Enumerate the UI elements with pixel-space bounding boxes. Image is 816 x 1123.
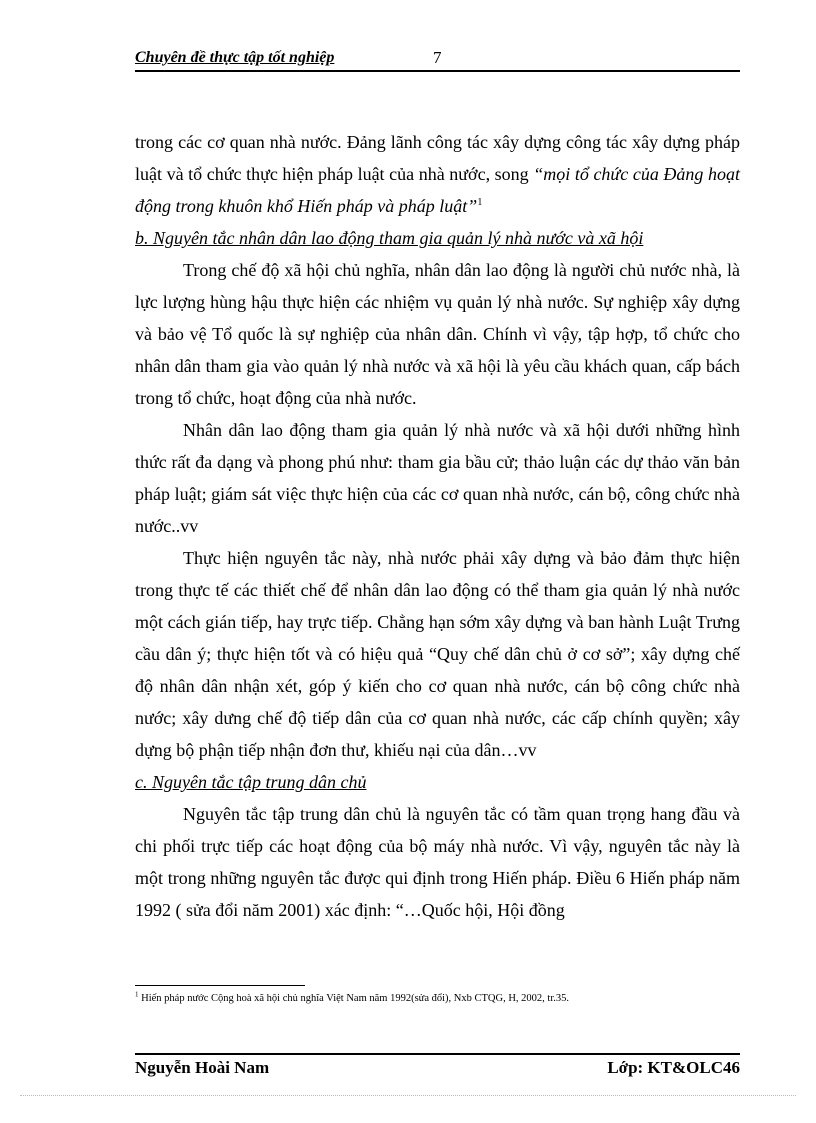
paragraph-continuation <box>135 126 740 222</box>
header-title: Chuyên đề thực tập tốt nghiệp <box>135 49 335 66</box>
footnote-reference: 1 <box>477 197 483 208</box>
section-heading-b: b. Nguyên tắc nhân dân lao động tham gia quản lý nhà nước và xã hội <box>135 228 644 248</box>
paragraph-participation-forms: Nhân dân lao động tham gia quản lý nhà nước và xã hội dưới những hình thức rất đa dạng và phong phú như: tham gia bầu cử; thảo luận các dự thảo văn bản pháp luật; giám sát việc thực hiện của các cơ quan nhà nước, cán bộ, công chức nhà nước..vv <box>135 420 740 536</box>
author-name: Nguyễn Hoài Nam <box>135 1058 270 1077</box>
paragraph-democratic-centralism: Nguyên tắc tập trung dân chủ là nguyên tắc có tầm quan trọng hang đầu và chi phối trực tiếp các hoạt động của bộ máy nhà nước. Vì vậy, nguyên tắc này là một trong những nguyên tắc được qui định trong Hiến pháp. Điều 6 Hiến pháp năm 1992 ( sửa đổi năm 2001) xác định: “…Quốc hội, Hội đồng <box>135 804 740 920</box>
page-number: 7 <box>433 48 442 67</box>
footnote-text: Hiến pháp nước Cộng hoà xã hội chủ nghĩa Việt Nam năm 1992(sửa đổi), Nxb CTQG, H, 2002, tr.35. <box>138 993 570 1004</box>
paragraph-people-role: Trong chế độ xã hội chủ nghĩa, nhân dân lao động là người chủ nước nhà, là lực lượng hùng hậu thực hiện các nhiệm vụ quản lý nhà nước. Sự nghiệp xây dựng và bảo vệ Tổ quốc là sự nghiệp của nhân dân. Chính vì vậy, tập hợp, tổ chức cho nhân dân tham gia vào quản lý nhà nước và xã hội là yêu cầu khách quan, cấp bách trong tổ chức, hoạt động của nhà nước. <box>135 260 740 408</box>
paragraph-text: trong các cơ quan nhà nước. Đảng lãnh công tác xây dựng công tác xây dựng pháp luật và tổ chức thực hiện pháp luật của nhà nước, song <box>135 132 740 184</box>
body-text <box>135 126 740 926</box>
section-heading-c: c. Nguyên tắc tập trung dân chủ <box>135 772 367 792</box>
quote-text: “mọi tổ chức của Đảng hoạt động trong khuôn khổ Hiến pháp và pháp luật” <box>135 164 740 216</box>
footnote-marker: 1 <box>135 990 139 999</box>
footnote <box>135 992 740 1006</box>
page-header <box>135 48 740 72</box>
footer-separator <box>135 1053 740 1055</box>
paragraph-implementation: Thực hiện nguyên tắc này, nhà nước phải xây dựng và bảo đảm thực hiện trong thực tế các thiết chế để nhân dân lao động có thể tham gia quản lý nhà nước một cách gián tiếp, hay trực tiếp. Chẳng hạn sớm xây dựng và ban hành Luật Trưng cầu dân ý; thực hiện tốt và có hiệu quả “Quy chế dân chủ ở cơ sở”; xây dựng chế độ nhân dân nhận xét, góp ý kiến cho cơ quan nhà nước, cán bộ công chức nhà nước; xây dưng chế độ tiếp dân của cơ quan nhà nước, các cấp chính quyền; xây dựng bộ phận tiếp nhận đơn thư, khiếu nại của dân…vv <box>135 548 740 760</box>
footnote-separator <box>135 985 305 986</box>
page-edge-line <box>20 1095 796 1096</box>
class-info: Lớp: KT&OLC46 <box>607 1058 740 1077</box>
